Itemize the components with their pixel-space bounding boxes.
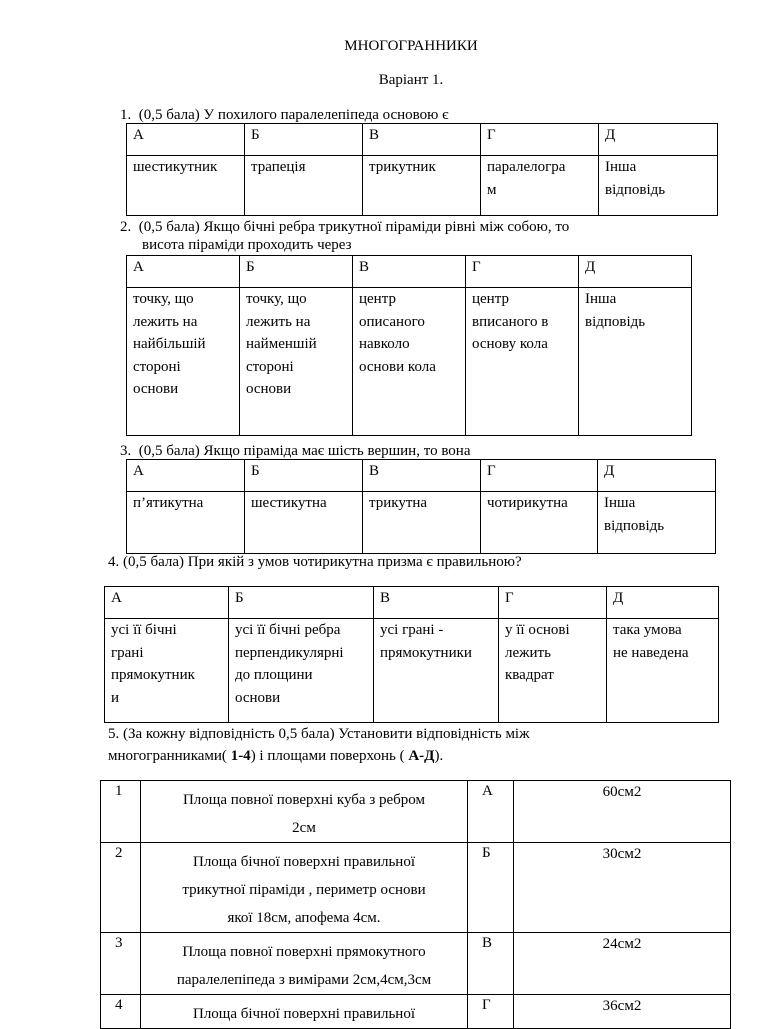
option-b-answer: трапеція [245, 156, 363, 216]
row-letter: Б [468, 843, 514, 933]
row-letter: В [468, 933, 514, 995]
option-d-answer: така умова не наведена [607, 619, 719, 723]
question-2-number: 2. [120, 219, 132, 235]
question-2-text-line2: висота піраміди проходить через [142, 237, 352, 253]
option-g-answer: у її основі лежить квадрат [499, 619, 607, 723]
option-v-header: В [353, 256, 466, 288]
row-number: 4 [101, 995, 141, 1029]
option-a-header: А [127, 460, 245, 492]
option-g-answer: чотирикутна [481, 492, 598, 554]
option-a-header: А [127, 124, 245, 156]
question-1-answer-row [127, 156, 718, 216]
question-4-table [104, 586, 719, 723]
question-2-table [126, 255, 692, 436]
question-2-text: (0,5 бала) Якщо бічні ребра трикутної піраміди рівні між собою, то [138, 219, 570, 235]
row-description: Площа бічної поверхні правильної трикутної піраміди , периметр основи якої 18см, апофема 4см. [141, 843, 468, 933]
question-4-header-row [105, 587, 719, 619]
question-1 [120, 106, 449, 124]
question-1-number: 1. [120, 107, 132, 123]
option-d-header: Д [579, 256, 692, 288]
option-a-answer: точку, що лежить на найбільшій стороні основи [127, 288, 240, 436]
option-v-header: В [363, 124, 481, 156]
option-v-answer: усі грані - прямокутники [374, 619, 499, 723]
option-d-answer: Інша відповідь [598, 492, 716, 554]
question-1-text: (0,5 бала) У похилого паралелепіпеда основою є [138, 107, 449, 123]
table-row [101, 995, 731, 1029]
row-value: 24см2 [514, 933, 731, 995]
question-2-answer-row [127, 288, 692, 436]
row-letter: А [468, 781, 514, 843]
row-value: 30см2 [514, 843, 731, 933]
question-5-text-line1: 5. (За кожну відповідність 0,5 бала) Установити відповідність між [108, 726, 530, 742]
option-d-header: Д [599, 124, 718, 156]
variant-label: Варіант 1. [378, 72, 444, 88]
row-description: Площа повної поверхні куба з ребром 2см [141, 781, 468, 843]
question-3-table [126, 459, 716, 554]
option-a-header: А [105, 587, 229, 619]
question-3-answer-row [127, 492, 716, 554]
option-d-answer: Інша відповідь [579, 288, 692, 436]
question-5-table [100, 780, 731, 1029]
option-b-answer: усі її бічні ребра перпендикулярні до площини основи [229, 619, 374, 723]
option-g-header: Г [481, 460, 598, 492]
row-number: 3 [101, 933, 141, 995]
option-b-answer: точку, що лежить на найменшій стороні основи [240, 288, 353, 436]
table-row [101, 781, 731, 843]
table-row [101, 843, 731, 933]
row-number: 1 [101, 781, 141, 843]
option-g-answer: паралелогра м [481, 156, 599, 216]
option-v-answer: трикутна [363, 492, 481, 554]
row-value: 36см2 [514, 995, 731, 1029]
question-5-text-line2: многогранниками( 1-4) і площами поверхонь ( А-Д). [108, 748, 444, 764]
option-g-header: Г [499, 587, 607, 619]
option-a-answer: усі її бічні грані прямокутник и [105, 619, 229, 723]
table-row [101, 933, 731, 995]
row-description: Площа повної поверхні прямокутного паралелепіпеда з вимірами 2см,4см,3см [141, 933, 468, 995]
row-value: 60см2 [514, 781, 731, 843]
row-letter: Г [468, 995, 514, 1029]
option-v-answer: центр описаного навколо основи кола [353, 288, 466, 436]
option-b-header: Б [240, 256, 353, 288]
question-4-text: 4. (0,5 бала) При якій з умов чотирикутна призма є правильною? [108, 554, 522, 570]
question-1-header-row [127, 124, 718, 156]
option-a-answer: п’ятикутна [127, 492, 245, 554]
question-3-text: (0,5 бала) Якщо піраміда має шість вершин, то вона [138, 443, 471, 459]
question-3-header-row [127, 460, 716, 492]
option-b-header: Б [245, 460, 363, 492]
row-description: Площа бічної поверхні правильної [141, 995, 468, 1029]
question-3 [120, 442, 471, 460]
row-number: 2 [101, 843, 141, 933]
option-a-answer: шестикутник [127, 156, 245, 216]
option-d-header: Д [598, 460, 716, 492]
option-b-answer: шестикутна [245, 492, 363, 554]
option-b-header: Б [229, 587, 374, 619]
question-1-table [126, 123, 718, 216]
question-2-header-row [127, 256, 692, 288]
option-d-answer: Інша відповідь [599, 156, 718, 216]
option-d-header: Д [607, 587, 719, 619]
option-g-answer: центр вписаного в основу кола [466, 288, 579, 436]
option-g-header: Г [481, 124, 599, 156]
option-a-header: А [127, 256, 240, 288]
option-v-answer: трикутник [363, 156, 481, 216]
option-b-header: Б [245, 124, 363, 156]
question-3-number: 3. [120, 443, 132, 459]
document-title: МНОГОГРАННИКИ [344, 38, 478, 54]
question-4-answer-row [105, 619, 719, 723]
option-g-header: Г [466, 256, 579, 288]
option-v-header: В [374, 587, 499, 619]
question-2 [120, 218, 569, 236]
option-v-header: В [363, 460, 481, 492]
